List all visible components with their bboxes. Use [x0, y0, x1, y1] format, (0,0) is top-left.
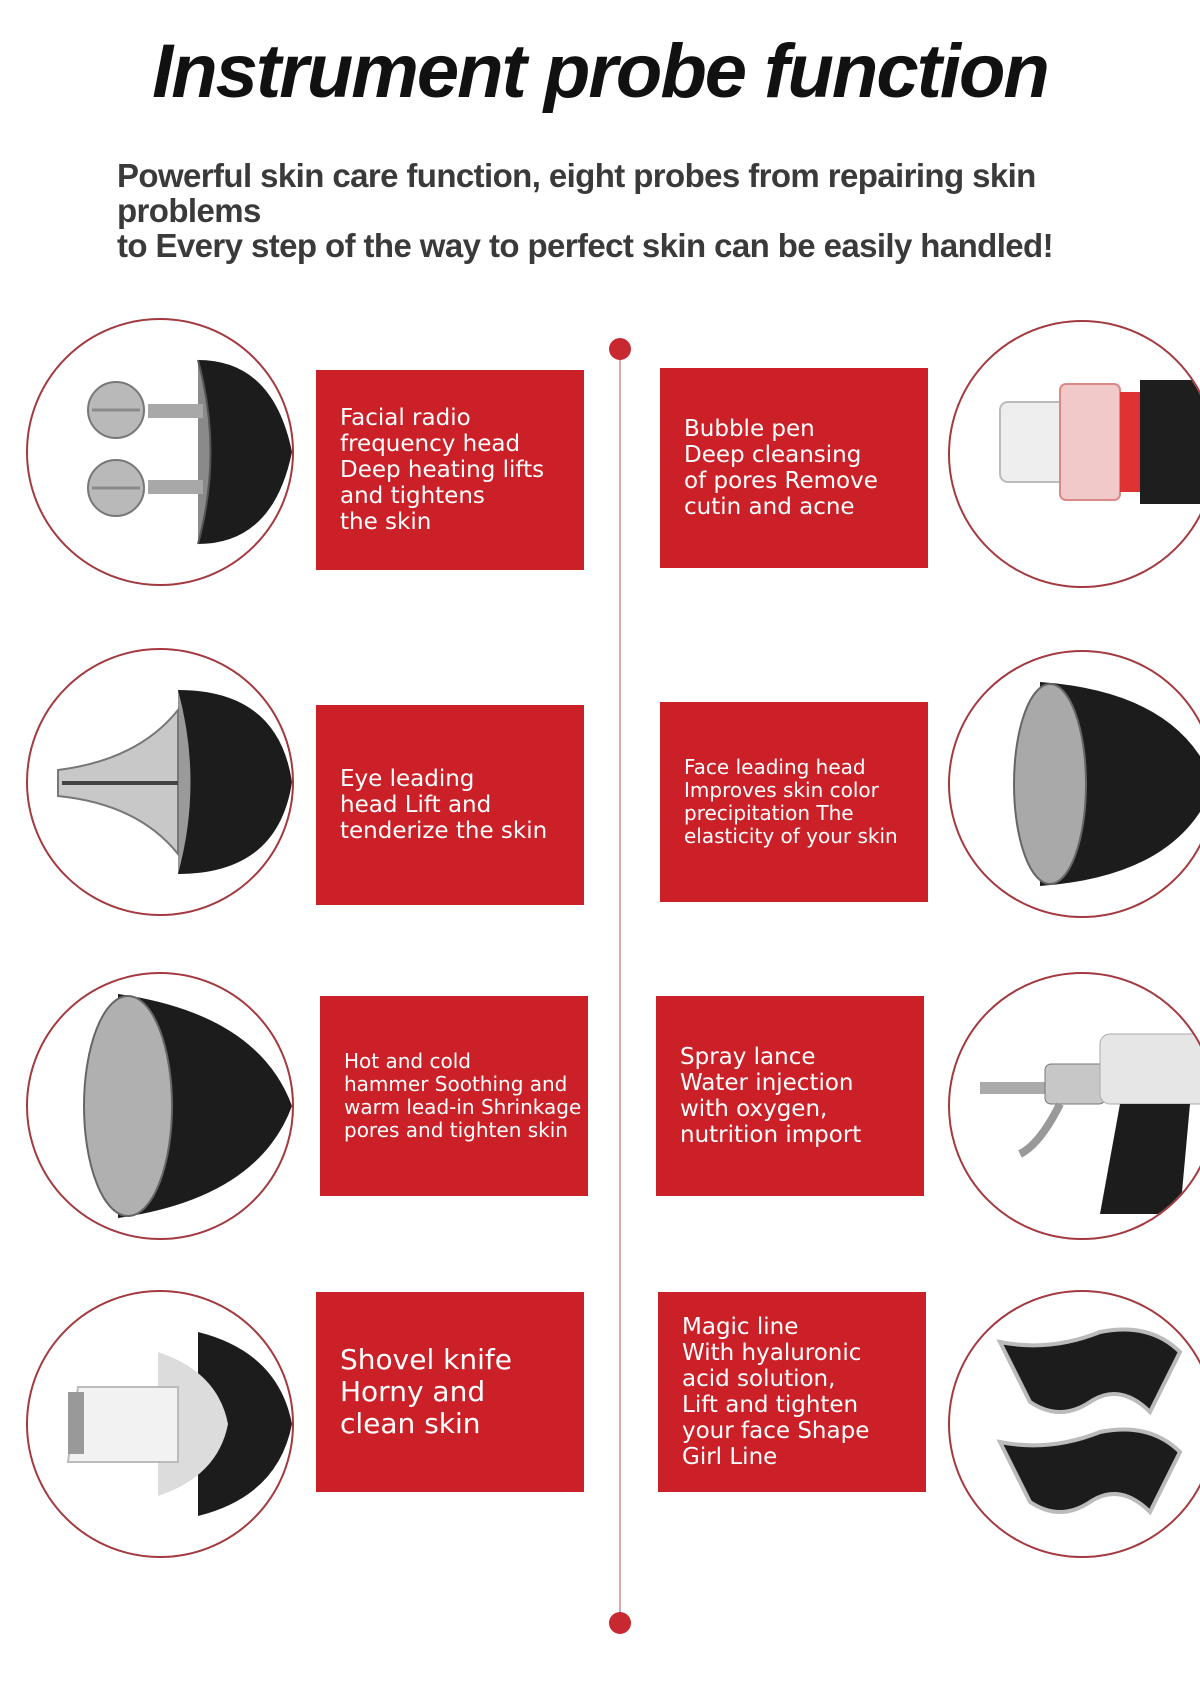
timeline-dot-bottom [609, 1612, 631, 1634]
bubble-pen-probe-icon [948, 320, 1200, 588]
shovel-knife-probe-icon [26, 1290, 294, 1558]
probe-label: Spray lance Water injection with oxygen, nutrition import [680, 1044, 862, 1148]
magic-line-probe-icon [948, 1290, 1200, 1558]
probe-card-face-leading [660, 702, 928, 902]
page-subtitle: Powerful skin care function, eight probes from repairing skin problems to Every step of the way to perfect skin can be easily handled! [117, 157, 1053, 264]
spray-lance-probe-icon [948, 972, 1200, 1240]
timeline-dot-top [609, 338, 631, 360]
probe-label: Shovel knife Horny and clean skin [340, 1343, 512, 1440]
probe-card-bubble-pen [660, 368, 928, 568]
page-title: Instrument probe function [152, 29, 1048, 114]
probe-card-eye-leading [316, 705, 584, 905]
eye-leading-probe-icon [26, 648, 294, 916]
probe-card-radio-frequency [316, 370, 584, 570]
probe-label: Magic line With hyaluronic acid solution, Lift and tighten your face Shape Girl Line [682, 1314, 870, 1470]
probe-card-hot-cold-hammer [320, 996, 588, 1196]
probe-label: Hot and cold hammer Soothing and warm lead-in Shrinkage pores and tighten skin [344, 1049, 582, 1142]
timeline-line [619, 348, 621, 1634]
probe-label: Face leading head Improves skin color precipitation The elasticity of your skin [684, 755, 898, 848]
probe-label: Eye leading head Lift and tenderize the skin [340, 766, 548, 844]
radio-frequency-probe-icon [26, 318, 294, 586]
face-leading-probe-icon [948, 650, 1200, 918]
hot-cold-hammer-probe-icon [26, 972, 294, 1240]
probe-label: Bubble pen Deep cleansing of pores Remove cutin and acne [684, 416, 878, 520]
probe-card-spray-lance [656, 996, 924, 1196]
probe-card-magic-line [658, 1292, 926, 1492]
probe-label: Facial radio frequency head Deep heating lifts and tightens the skin [340, 405, 545, 535]
probe-card-shovel-knife [316, 1292, 584, 1492]
